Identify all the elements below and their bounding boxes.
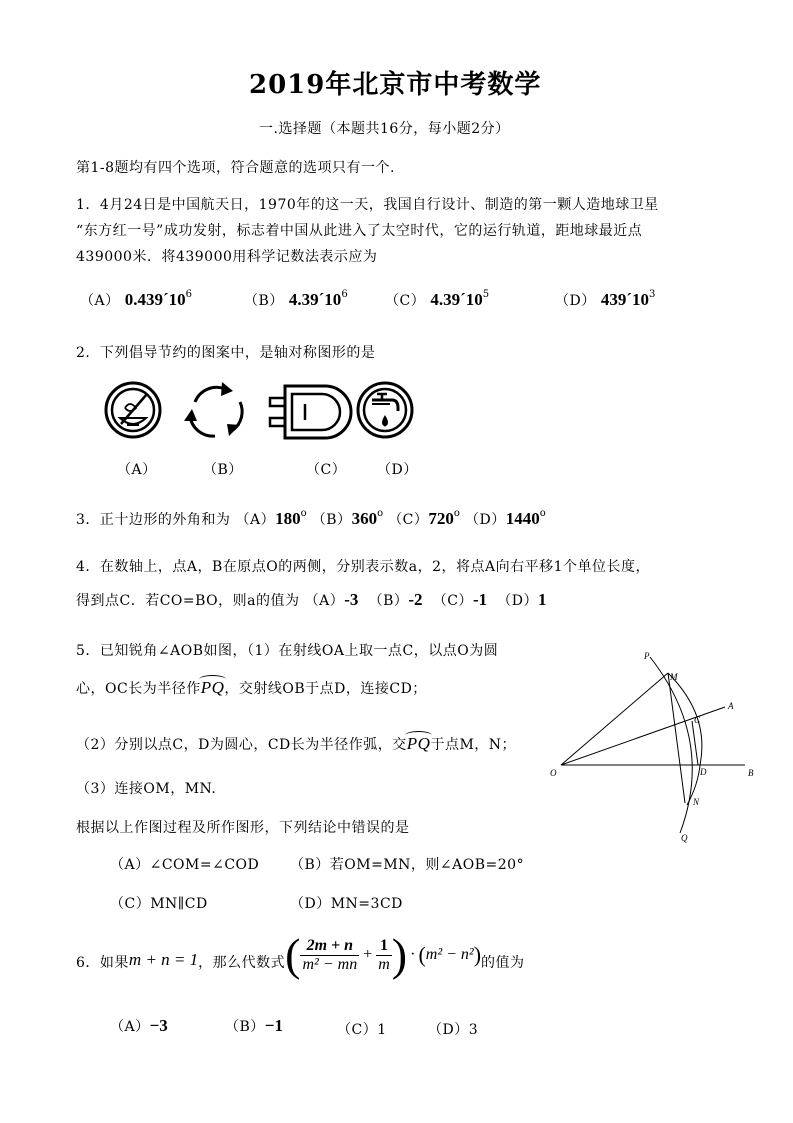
option-value: 1440 (505, 509, 540, 528)
option-label: （A） (80, 293, 120, 309)
right-paren-2: ) (473, 942, 482, 967)
question-3 (76, 508, 546, 529)
fraction-2 (376, 937, 392, 974)
exponent: 3 (649, 289, 656, 300)
option-value: -1 (472, 590, 488, 609)
q5-line3 (76, 734, 516, 754)
option-value: 1 (377, 1022, 387, 1038)
label-m: M (670, 672, 678, 682)
option-label: （C） (388, 512, 429, 528)
option-label: （D） (465, 512, 506, 528)
q6-stem (76, 929, 525, 980)
option-label: （B） (225, 1019, 265, 1035)
label-d: D (700, 767, 707, 777)
section-intro: 第1-8题均有四个选项，符合题意的选项只有一个. (76, 160, 395, 176)
q1-option-a[interactable] (80, 289, 192, 310)
q2-stem: 2．下列倡导节约的图案中，是轴对称图形的是 (76, 345, 376, 361)
q1-line3: 439000米．将439000用科学记数法表示应为 (76, 249, 378, 265)
label-q: Q (681, 833, 688, 843)
label-o: O (550, 768, 557, 778)
left-paren: ( (285, 929, 301, 980)
q6-option-b[interactable] (225, 1016, 283, 1036)
option-value: 3 (468, 1022, 479, 1038)
degree-sign: o (453, 508, 460, 519)
q6-option-a[interactable] (110, 1016, 168, 1036)
option-label: （A） (110, 1019, 150, 1035)
q6-condition: m + n = 1 (128, 950, 199, 969)
ray-oa (561, 707, 725, 765)
q5-line3b: 于点M，N； (430, 737, 517, 753)
exponent: 5 (482, 289, 490, 300)
q2-label-c: （C） (306, 462, 347, 478)
no-waste-bowl-icon[interactable] (106, 383, 160, 437)
q5-line1: 5．已知锐角∠AOB如图，（1）在射线OA上取一点C，以点O为圆 (76, 643, 499, 659)
section-heading: 一.选择题（本题共16分，每小题2分） (259, 121, 510, 137)
q5-line4: （3）连接OM，MN. (76, 781, 217, 797)
q5-option-c[interactable]: （C）MN∥CD (110, 896, 208, 912)
exponent: 6 (185, 289, 193, 300)
q2-label-d: （D） (377, 462, 418, 478)
q4-option-c[interactable] (433, 590, 487, 609)
q5-line5: 根据以上作图过程及所作图形，下列结论中错误的是 (76, 820, 410, 836)
recycle-icon[interactable] (184, 382, 242, 436)
q3-stem: 3．正十边形的外角和为 (76, 512, 231, 528)
q5-construction-figure (540, 645, 765, 850)
q4-line1: 4．在数轴上，点A，B在原点O的两侧，分别表示数a，2，将点A向右平移1个单位长度， (76, 559, 651, 575)
plus-sign: + (363, 946, 373, 963)
option-label: （A） (235, 512, 276, 528)
q2-label-b: （B） (203, 462, 243, 478)
option-label: （D） (497, 593, 539, 609)
option-label: （D） (428, 1022, 469, 1038)
q6-mid: ，那么代数式 (198, 955, 286, 971)
option-value: 439´10 (600, 290, 649, 309)
q2-figures (100, 378, 420, 444)
degree-sign: o (300, 508, 307, 519)
q5-option-b[interactable]: （B）若OM=MN，则∠AOB=20° (290, 857, 525, 873)
q2-label-a: （A） (117, 462, 157, 478)
q1-option-d[interactable] (555, 289, 655, 310)
option-label: （B） (311, 512, 352, 528)
option-value: 1 (538, 590, 547, 609)
label-b: B (748, 768, 754, 778)
q1-line2: “东方红一号”成功发射，标志着中国从此进入了太空时代，它的运行轨道，距地球最近点 (76, 223, 643, 239)
q5-line2a: 心，OC长为半径作 (76, 681, 201, 697)
q3-option-a[interactable] (236, 509, 307, 528)
q6-post: 的值为 (481, 955, 525, 971)
label-c: C (694, 715, 701, 725)
q1-line1: 1．4月24日是中国航天日，1970年的这一天，我国自行设计、制造的第一颗人造地球卫星 (76, 197, 659, 213)
option-label: （A） (304, 593, 345, 609)
label-p: P (644, 651, 650, 661)
option-value: 0.439´10 (124, 290, 186, 309)
dot-operator: · (410, 946, 416, 963)
option-label: （D） (555, 293, 596, 309)
q4-option-b[interactable] (369, 590, 423, 609)
q6-option-c[interactable] (337, 1019, 387, 1039)
faucet-water-drop-icon[interactable] (358, 383, 412, 437)
q3-option-b[interactable] (312, 509, 383, 528)
option-label: （B） (368, 593, 409, 609)
option-value: 4.39´10 (288, 290, 342, 309)
option-value: −1 (264, 1016, 283, 1035)
arc-pq: PQ (406, 734, 431, 753)
q5-option-a[interactable]: （A）∠COM=∠COD (110, 857, 260, 873)
q4-line2: 得到点C．若CO=BO，则a的值为 (76, 593, 300, 609)
option-label: （B） (244, 293, 284, 309)
q5-option-d[interactable]: （D）MN=3CD (290, 896, 403, 912)
segment-mn (668, 673, 685, 803)
q6-pre: 6．如果 (76, 955, 129, 971)
label-a: A (728, 701, 734, 711)
q5-line3a: （2）分别以点C，D为圆心，CD长为半径作弧，交 (76, 737, 407, 753)
q3-option-d[interactable] (465, 509, 546, 528)
option-value: 720 (428, 509, 454, 528)
fraction-1-numerator: 2m + n (300, 937, 359, 956)
degree-sign: o (539, 508, 546, 519)
option-value: −3 (149, 1016, 168, 1035)
left-paren-2: ( (418, 942, 426, 967)
fraction-1 (300, 937, 359, 974)
q3-option-c[interactable] (388, 509, 460, 528)
q6-expression (285, 929, 482, 980)
fraction-1-denominator: m² − mn (302, 955, 358, 973)
option-label: （C） (337, 1022, 378, 1038)
fraction-2-numerator: 1 (376, 937, 392, 956)
q6-option-d[interactable] (428, 1019, 478, 1039)
difference-of-squares: m² − n² (425, 946, 474, 963)
option-value: -2 (408, 590, 423, 609)
plug-icon[interactable] (270, 386, 351, 438)
option-value: 360 (351, 509, 378, 528)
segment-cd (692, 721, 698, 765)
exponent: 6 (341, 289, 348, 300)
q5-line2 (76, 678, 427, 698)
q4-option-a[interactable] (305, 590, 359, 609)
label-n: N (693, 797, 700, 807)
q1-option-c[interactable] (385, 289, 489, 310)
q1-option-b[interactable] (244, 289, 348, 310)
option-value: 180 (275, 509, 301, 528)
q4-line2-row (76, 590, 547, 610)
fraction-2-denominator: m (378, 955, 390, 973)
q5-line2b: ，交射线OB于点D，连接CD； (224, 681, 427, 697)
option-label: （C） (432, 593, 473, 609)
degree-sign: o (377, 508, 384, 519)
right-paren: ) (391, 929, 408, 980)
page-title: 2019年北京市中考数学 (249, 70, 542, 100)
option-label: （C） (385, 293, 426, 309)
arc-pq: PQ (200, 678, 225, 697)
q4-option-d[interactable] (497, 590, 546, 609)
option-value: -3 (344, 590, 359, 609)
segment-om (561, 673, 668, 765)
option-value: 4.39´10 (430, 290, 483, 309)
